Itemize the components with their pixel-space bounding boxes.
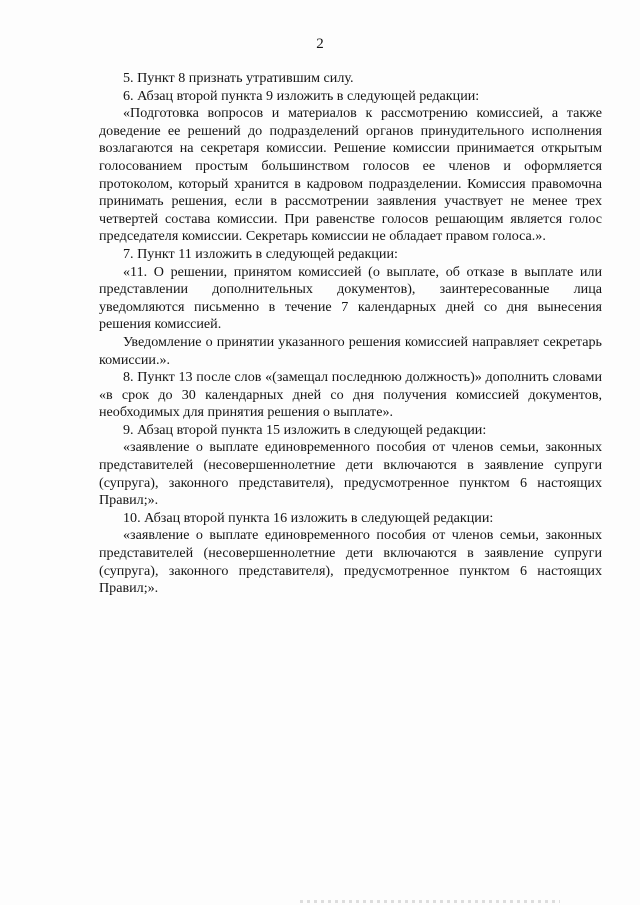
paragraph-item-7: 7. Пункт 11 изложить в следующей редакции:	[123, 245, 398, 262]
paragraph-item-7-text: «11. О решении, принятом комиссией (о выплате, об отказе в выплате или представлении дополнительных документов), заинтересованные лица уведомляются письменно в течение 7 календарных дней со дня вынесения решения комиссией.	[99, 263, 602, 333]
paragraph-item-9-text: «заявление о выплате единовременного пособия от членов семьи, законных представителей (несовершеннолетние дети включаются в заявление супруги (супруга), законного представителя), предусмотренное пунктом 6 настоящих Правил;».	[99, 439, 602, 509]
paragraph-item-6: 6. Абзац второй пункта 9 изложить в следующей редакции:	[123, 87, 480, 104]
paragraph-item-10: 10. Абзац второй пункта 16 изложить в следующей редакции:	[123, 509, 494, 526]
paragraph-item-6-text: «Подготовка вопросов и материалов к рассмотрению комиссией, а также доведение ее решений до подразделений органов принудительного исполнения возлагаются на секретаря комиссии. Решение комиссии принимается открытым голосованием простым большинством голосов ее членов и оформляется протоколом, который хранится в кадровом подразделении. Комиссия правомочна принимать решения, если в рассмотрении заявления участвует не менее трех четвертей состава комиссии. При равенстве голосов решающим является голос председателя комиссии. Секретарь комиссии не обладает правом голоса.».	[99, 105, 602, 245]
paragraph-item-10-text: «заявление о выплате единовременного пособия от членов семьи, законных представителей (несовершеннолетние дети включаются в заявление супруги (супруга), законного представителя), предусмотренное пунктом 6 настоящих Правил;».	[99, 527, 602, 597]
paragraph-item-9: 9. Абзац второй пункта 15 изложить в следующей редакции:	[123, 421, 487, 438]
paragraph-item-8: 8. Пункт 13 после слов «(замещал последнюю должность)» дополнить словами «в срок до 30 календарных дней со дня получения комиссией документов, необходимых для принятия решения о выплате».	[99, 369, 602, 421]
page-number: 2	[316, 36, 324, 52]
scan-edge-artifact	[300, 900, 560, 903]
paragraph-item-5: 5. Пункт 8 признать утратившим силу.	[123, 70, 354, 86]
document-body	[99, 70, 602, 598]
paragraph-item-7-notice: Уведомление о принятии указанного решения комиссией направляет секретарь комиссии.».	[99, 333, 602, 368]
